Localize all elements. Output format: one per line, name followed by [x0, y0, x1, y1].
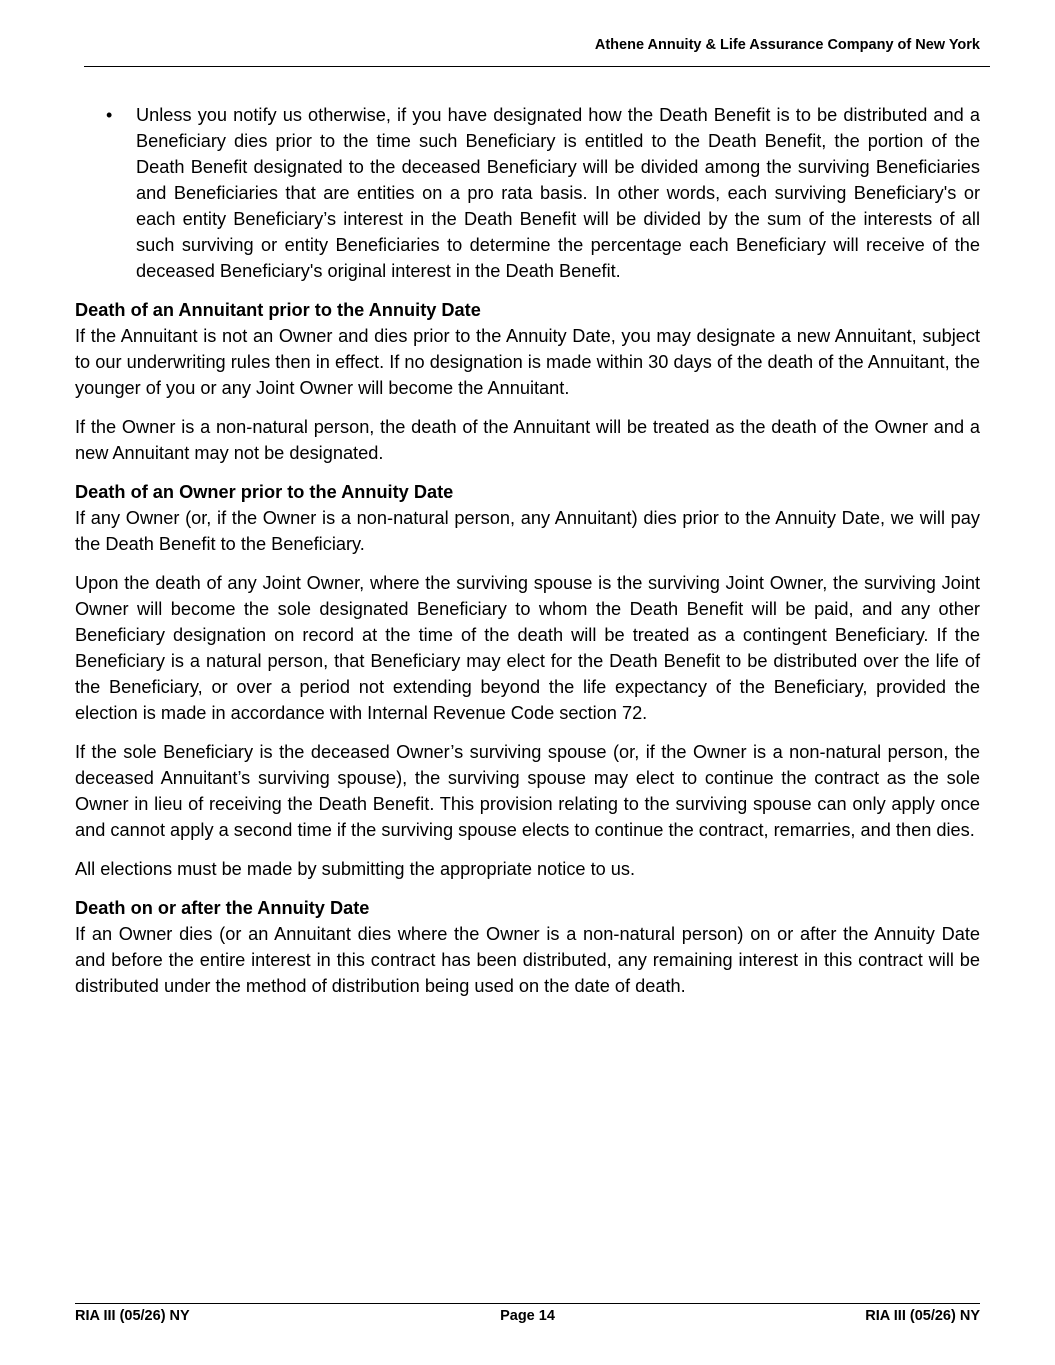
paragraph: If an Owner dies (or an Annuitant dies where the Owner is a non-natural person) on or after the Annuity Date and before the entire interest in this contract has been distributed, any remaining interest in this contract will be distributed under the method of distribution being used on the date of death.	[75, 924, 980, 996]
section-owner-death	[75, 479, 980, 882]
page-footer	[75, 1303, 980, 1324]
section-death-after-annuity-date	[75, 895, 980, 999]
bullet-list	[75, 102, 980, 284]
paragraph: If the Annuitant is not an Owner and dies prior to the Annuity Date, you may designate a new Annuitant, subject to our underwriting rules then in effect. If no designation is made within 30 days of the death of the Annuitant, the younger of you or any Joint Owner will become the Annuitant.	[75, 326, 980, 398]
page-header	[84, 36, 990, 67]
section-annuitant-death	[75, 297, 980, 466]
paragraph: If the sole Beneficiary is the deceased Owner’s surviving spouse (or, if the Owner is a non-natural person, the deceased Annuitant’s surviving spouse), the surviving spouse may elect to continue the contract as the sole Owner in lieu of receiving the Death Benefit. This provision relating to the surviving spouse can only apply once and cannot apply a second time if the surviving spouse elects to continue the contract, remarries, and then dies.	[75, 742, 980, 840]
form-number-left: RIA III (05/26) NY	[75, 1308, 190, 1324]
bullet-text: Unless you notify us otherwise, if you have designated how the Death Benefit is to be distributed and a Beneficiary dies prior to the time such Beneficiary is entitled to the Death Benefit, the portion of the Death Benefit designated to the deceased Beneficiary will be divided among the surviving Beneficiaries and Beneficiaries that are entities on a pro rata basis. In other words, each surviving Beneficiary's or each entity Beneficiary’s interest in the Death Benefit will be divided by the sum of the interests of all such surviving or entity Beneficiaries to determine the percentage each Beneficiary will receive of the deceased Beneficiary's original interest in the Death Benefit.	[136, 105, 980, 281]
document-body	[75, 102, 980, 999]
section-heading: Death of an Annuitant prior to the Annuity Date	[75, 300, 481, 320]
paragraph: If any Owner (or, if the Owner is a non-natural person, any Annuitant) dies prior to the Annuity Date, we will pay the Death Benefit to the Beneficiary.	[75, 508, 980, 554]
paragraph: If the Owner is a non-natural person, the death of the Annuitant will be treated as the death of the Owner and a new Annuitant may not be designated.	[75, 417, 980, 463]
paragraph: All elections must be made by submitting the appropriate notice to us.	[75, 859, 636, 879]
page-number: Page 14	[500, 1308, 555, 1324]
section-heading: Death of an Owner prior to the Annuity Date	[75, 482, 454, 502]
section-heading: Death on or after the Annuity Date	[75, 898, 370, 918]
bullet-icon: •	[106, 105, 113, 125]
form-number-right: RIA III (05/26) NY	[865, 1308, 980, 1324]
paragraph: Upon the death of any Joint Owner, where the surviving spouse is the surviving Joint Owner, the surviving Joint Owner will become the sole designated Beneficiary to whom the Death Benefit will be paid, and any other Beneficiary designation on record at the time of the death will be treated as a contingent Beneficiary. If the Beneficiary is a natural person, that Beneficiary may elect for the Death Benefit to be distributed over the life of the Beneficiary, or over a period not extending beyond the life expectancy of the Beneficiary, provided the election is made in accordance with Internal Revenue Code section 72.	[75, 573, 980, 723]
bullet-item	[75, 102, 980, 284]
company-name: Athene Annuity & Life Assurance Company of New York	[594, 37, 980, 53]
